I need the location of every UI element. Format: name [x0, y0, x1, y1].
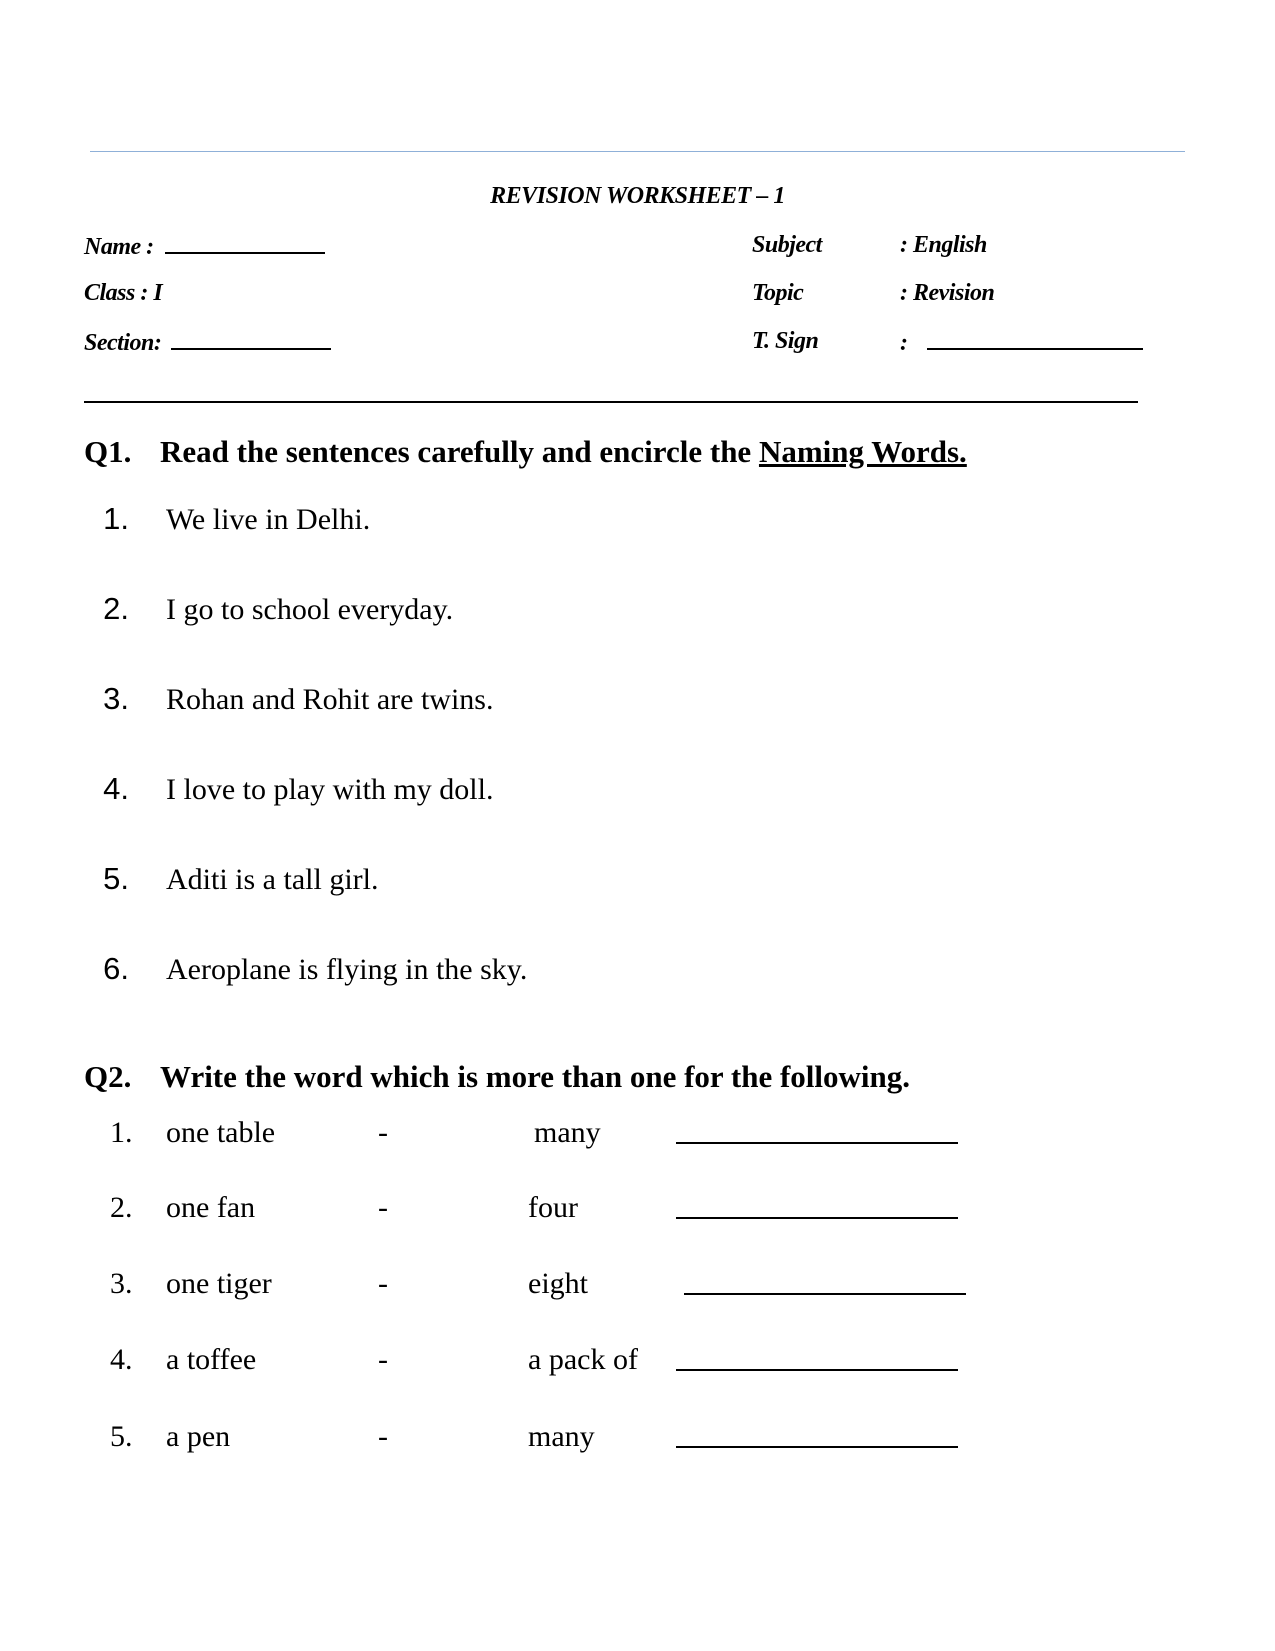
- q2-row-right: a pack of: [528, 1343, 638, 1376]
- q2-row-dash: -: [378, 1343, 388, 1376]
- q1-item-text[interactable]: Aditi is a tall girl.: [166, 863, 379, 896]
- q1-item-text[interactable]: We live in Delhi.: [166, 503, 371, 536]
- q2-answer-blank[interactable]: [684, 1271, 966, 1295]
- q2-answer-blank[interactable]: [676, 1195, 958, 1219]
- q1-item-number: 4.: [103, 771, 129, 806]
- q2-row-number: 1.: [110, 1116, 133, 1149]
- q1-item-number: 5.: [103, 861, 129, 896]
- name-blank[interactable]: [165, 232, 325, 254]
- q2-row-dash: -: [378, 1191, 388, 1224]
- name-field: [84, 232, 325, 261]
- q1-item: [84, 681, 784, 721]
- topic-value: : Revision: [900, 280, 995, 306]
- q2-row-left: one table: [166, 1116, 276, 1149]
- tsign-field: [900, 328, 1143, 357]
- q2-row: [110, 1343, 990, 1383]
- q1-emphasis: Naming Words.: [758, 434, 967, 469]
- q1-item-text[interactable]: Aeroplane is flying in the sky.: [166, 953, 528, 986]
- q2-row-right: eight: [528, 1267, 588, 1300]
- subject-label: Subject: [752, 232, 822, 258]
- q1-item-number: 2.: [103, 591, 129, 626]
- q1-item-number: 3.: [103, 681, 129, 716]
- q2-number: Q2.: [84, 1059, 132, 1094]
- q2-row-left: one fan: [166, 1191, 256, 1224]
- q2-row: [110, 1420, 990, 1460]
- q1-item-number: 6.: [103, 951, 129, 986]
- q1-item-number: 1.: [103, 501, 129, 536]
- topic-label: Topic: [752, 280, 804, 306]
- q2-row-number: 4.: [110, 1343, 133, 1376]
- q2-row-right: many: [528, 1420, 595, 1453]
- section-field: [84, 328, 331, 357]
- section-label: Section:: [84, 330, 162, 356]
- q1-item-text[interactable]: I love to play with my doll.: [166, 773, 494, 806]
- q2-row-number: 3.: [110, 1267, 133, 1300]
- q2-row: [110, 1267, 990, 1307]
- q2-row-left: one tiger: [166, 1267, 272, 1300]
- q2-answer-blank[interactable]: [676, 1424, 958, 1448]
- q2-row-right: many: [534, 1116, 601, 1149]
- subject-value: : English: [900, 232, 987, 258]
- q1-number: Q1.: [84, 434, 132, 469]
- q2-row-left: a pen: [166, 1420, 231, 1453]
- q1-item: [84, 501, 784, 541]
- q2-row-right: four: [528, 1191, 578, 1224]
- tsign-colon: :: [900, 330, 908, 356]
- class-label: Class : I: [84, 280, 163, 306]
- q2-heading: [84, 1059, 910, 1095]
- q1-item: [84, 591, 784, 631]
- tsign-blank[interactable]: [927, 328, 1143, 350]
- name-label: Name :: [84, 234, 154, 260]
- q2-text: Write the word which is more than one for the following.: [160, 1059, 910, 1094]
- top-rule: [90, 151, 1185, 152]
- q1-item: [84, 861, 784, 901]
- q2-row-dash: -: [378, 1420, 388, 1453]
- q1-item-text[interactable]: Rohan and Rohit are twins.: [166, 683, 494, 716]
- q2-row: [110, 1191, 990, 1231]
- q1-item-text[interactable]: I go to school everyday.: [166, 593, 454, 626]
- q1-heading: [84, 434, 967, 470]
- q2-row-number: 5.: [110, 1420, 133, 1453]
- q1-item: [84, 951, 784, 991]
- tsign-label: T. Sign: [752, 328, 819, 354]
- q2-row-dash: -: [378, 1267, 388, 1300]
- q1-item: [84, 771, 784, 811]
- section-blank[interactable]: [171, 328, 331, 350]
- q2-answer-blank[interactable]: [676, 1120, 958, 1144]
- worksheet-title: REVISION WORKSHEET – 1: [490, 183, 785, 209]
- q2-row-number: 2.: [110, 1191, 133, 1224]
- q1-text: Read the sentences carefully and encircle the: [160, 434, 759, 469]
- q2-row-left: a toffee: [166, 1343, 257, 1376]
- q2-answer-blank[interactable]: [676, 1347, 958, 1371]
- q2-row: [110, 1116, 990, 1156]
- header-divider: [84, 401, 1138, 403]
- q2-row-dash: -: [378, 1116, 388, 1149]
